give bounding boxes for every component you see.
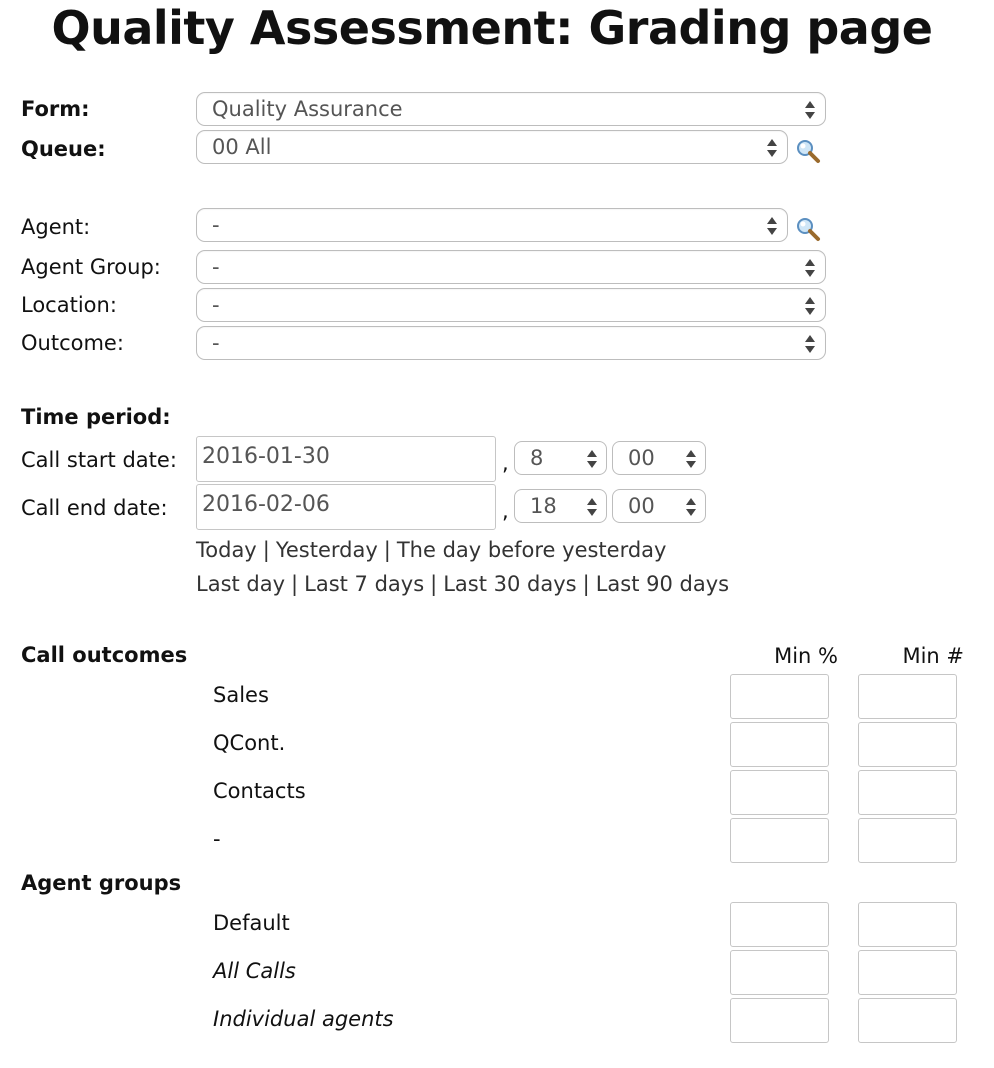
location-label: Location: (21, 293, 117, 317)
call-end-date-input[interactable] (196, 484, 496, 530)
page-title: Quality Assessment: Grading page (51, 1, 933, 55)
group-min-percent-input[interactable] (730, 902, 829, 947)
group-min-count-input[interactable] (858, 998, 957, 1043)
agent-groups-heading: Agent groups (21, 871, 182, 895)
link-separator: | (582, 572, 590, 596)
select-arrows-icon (767, 215, 778, 237)
select-arrows-icon (805, 99, 816, 121)
call-start-hour-select[interactable] (514, 441, 607, 475)
call-end-minute-value: 00 (628, 494, 655, 518)
outcome-row-label: - (213, 827, 221, 851)
outcome-min-count-input[interactable] (858, 818, 957, 863)
agent-group-label: Agent Group: (21, 255, 161, 279)
agent-select-value: - (212, 213, 220, 237)
agent-select[interactable] (196, 208, 788, 242)
agent-search-icon[interactable] (795, 216, 821, 242)
select-arrows-icon (805, 333, 816, 355)
select-arrows-icon (767, 137, 778, 159)
call-end-hour-value: 18 (530, 494, 557, 518)
queue-label: Queue: (21, 137, 106, 161)
call-start-minute-value: 00 (628, 446, 655, 470)
select-arrows-icon (587, 496, 598, 518)
min-count-header: Min # (902, 644, 964, 668)
location-select-value: - (212, 293, 220, 317)
select-arrows-icon (686, 496, 697, 518)
time-period-heading: Time period: (21, 405, 171, 429)
quick-date-links-row1 (196, 536, 666, 564)
outcome-min-count-input[interactable] (858, 770, 957, 815)
min-percent-header: Min % (774, 644, 838, 668)
select-arrows-icon (587, 448, 598, 470)
link-separator: | (291, 572, 299, 596)
link-separator: | (430, 572, 438, 596)
outcome-min-count-input[interactable] (858, 722, 957, 767)
select-arrows-icon (805, 295, 816, 317)
outcome-label: Outcome: (21, 331, 124, 355)
outcome-row-label: Contacts (213, 779, 306, 803)
quick-date-links-row2 (196, 570, 729, 598)
agent-group-select[interactable] (196, 250, 826, 284)
link-last-30-days[interactable]: Last 30 days (443, 572, 577, 596)
call-start-label: Call start date: (21, 448, 177, 472)
call-end-hour-select[interactable] (514, 489, 607, 523)
agent-group-select-value: - (212, 255, 220, 279)
select-arrows-icon (805, 257, 816, 279)
agent-group-row-label: Default (213, 911, 290, 935)
outcome-min-count-input[interactable] (858, 674, 957, 719)
agent-group-row-label: Individual agents (213, 1007, 394, 1031)
link-last-7-days[interactable]: Last 7 days (304, 572, 425, 596)
link-today[interactable]: Today (196, 538, 257, 562)
call-end-minute-select[interactable] (612, 489, 706, 523)
call-start-hour-value: 8 (530, 446, 544, 470)
call-end-label: Call end date: (21, 496, 168, 520)
agent-group-row-label: All Calls (213, 959, 296, 983)
outcome-row-label: QCont. (213, 731, 286, 755)
call-end-date-value: 2016-02-06 (202, 492, 330, 517)
outcome-select-value: - (212, 331, 220, 355)
link-separator: | (262, 538, 270, 562)
group-min-percent-input[interactable] (730, 998, 829, 1043)
group-min-percent-input[interactable] (730, 950, 829, 995)
date-time-separator: , (502, 499, 509, 523)
agent-label: Agent: (21, 215, 91, 239)
outcome-min-percent-input[interactable] (730, 818, 829, 863)
outcome-min-percent-input[interactable] (730, 674, 829, 719)
link-yesterday[interactable]: Yesterday (275, 538, 378, 562)
link-last-90-days[interactable]: Last 90 days (595, 572, 730, 596)
link-last-day[interactable]: Last day (196, 572, 286, 596)
form-select-value: Quality Assurance (212, 97, 403, 121)
outcome-select[interactable] (196, 326, 826, 360)
queue-search-icon[interactable] (795, 138, 821, 164)
call-start-date-value: 2016-01-30 (202, 444, 330, 469)
form-select[interactable] (196, 92, 826, 126)
date-time-separator: , (502, 451, 509, 475)
location-select[interactable] (196, 288, 826, 322)
outcome-min-percent-input[interactable] (730, 722, 829, 767)
outcome-min-percent-input[interactable] (730, 770, 829, 815)
link-separator: | (383, 538, 391, 562)
call-start-minute-select[interactable] (612, 441, 706, 475)
group-min-count-input[interactable] (858, 902, 957, 947)
select-arrows-icon (686, 448, 697, 470)
call-outcomes-heading: Call outcomes (21, 643, 188, 667)
queue-select[interactable] (196, 130, 788, 164)
link-day-before-yesterday[interactable]: The day before yesterday (396, 538, 667, 562)
group-min-count-input[interactable] (858, 950, 957, 995)
outcome-row-label: Sales (213, 683, 269, 707)
form-label: Form: (21, 97, 90, 121)
call-start-date-input[interactable] (196, 436, 496, 482)
queue-select-value: 00 All (212, 135, 272, 159)
